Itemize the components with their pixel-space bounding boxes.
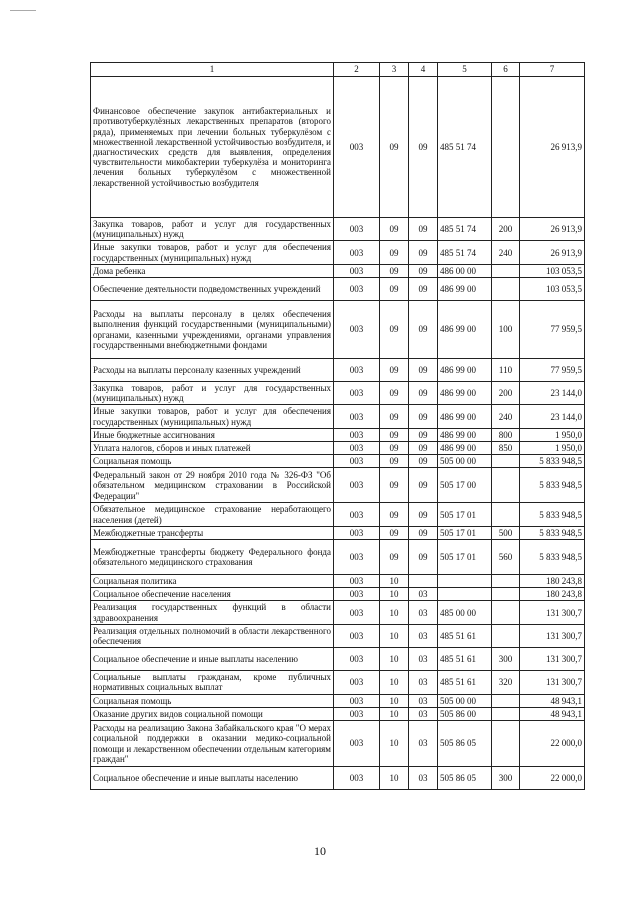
description-cell: Уплата налогов, сборов и иных платежей — [91, 442, 334, 455]
amount-cell: 131 300,7 — [520, 624, 585, 647]
subsection-cell: 10 — [380, 671, 409, 694]
subsection-cell: 09 — [380, 526, 409, 539]
target-article-cell: 505 17 01 — [438, 503, 492, 526]
subsection-cell: 09 — [380, 382, 409, 405]
amount-cell: 77 959,5 — [520, 301, 585, 359]
subsection-cell: 09 — [380, 503, 409, 526]
table-row — [91, 671, 585, 694]
description-cell: Социальные выплаты гражданам, кроме публичных нормативных социальных выплат — [91, 671, 334, 694]
subsection2-cell: 09 — [409, 278, 438, 301]
subsection2-cell: 09 — [409, 241, 438, 264]
section-cell: 003 — [334, 540, 380, 575]
section-cell: 003 — [334, 382, 380, 405]
subsection2-cell: 09 — [409, 405, 438, 428]
target-article-cell: 485 51 61 — [438, 624, 492, 647]
header-cell-7: 7 — [520, 63, 585, 77]
amount-cell: 5 833 948,5 — [520, 526, 585, 539]
amount-cell: 26 913,9 — [520, 241, 585, 264]
section-cell: 003 — [334, 428, 380, 441]
expense-type-cell: 560 — [492, 540, 520, 575]
section-cell: 003 — [334, 624, 380, 647]
amount-cell: 22 000,0 — [520, 767, 585, 790]
table-row — [91, 301, 585, 359]
section-cell: 003 — [334, 671, 380, 694]
target-article-cell: 486 99 00 — [438, 442, 492, 455]
expense-type-cell — [492, 264, 520, 277]
table-row — [91, 468, 585, 503]
description-cell: Социальная помощь — [91, 694, 334, 707]
section-cell: 003 — [334, 468, 380, 503]
expense-type-cell: 240 — [492, 405, 520, 428]
subsection2-cell: 03 — [409, 624, 438, 647]
expense-type-cell: 200 — [492, 218, 520, 241]
section-cell: 003 — [334, 707, 380, 720]
subsection-cell: 10 — [380, 624, 409, 647]
target-article-cell: 505 17 01 — [438, 540, 492, 575]
target-article-cell: 485 51 74 — [438, 218, 492, 241]
amount-cell: 103 053,5 — [520, 278, 585, 301]
table-row — [91, 241, 585, 264]
target-article-cell: 505 17 01 — [438, 526, 492, 539]
subsection2-cell: 03 — [409, 707, 438, 720]
amount-cell: 48 943,1 — [520, 707, 585, 720]
subsection2-cell: 03 — [409, 648, 438, 671]
subsection-cell: 09 — [380, 218, 409, 241]
header-row — [91, 63, 585, 77]
target-article-cell: 486 99 00 — [438, 359, 492, 382]
description-cell: Финансовое обеспечение закупок антибактериальных и противотуберкулёзных лекарственных препаратов (второго ряда), применяемых при лечении больных туберкулёзом с множественной лекарственной устойчивостью возбудителя, и диагностических средств для выявления, определения чувствительности микобактерии туберкулёза и мониторинга лечения больных туберкулёзом с множественной лекарственной устойчивостью возбудителя — [91, 77, 334, 218]
description-cell: Социальная политика — [91, 575, 334, 588]
section-cell: 003 — [334, 405, 380, 428]
target-article-cell: 486 99 00 — [438, 428, 492, 441]
target-article-cell: 486 99 00 — [438, 301, 492, 359]
table-row — [91, 526, 585, 539]
amount-cell: 103 053,5 — [520, 264, 585, 277]
description-cell: Закупка товаров, работ и услуг для государственных (муниципальных) нужд — [91, 218, 334, 241]
description-cell: Расходы на реализацию Закона Забайкальского края "О мерах социальной поддержки в оказании медико-социальной помощи и лекарственном обеспечении отдельным категориям граждан" — [91, 721, 334, 767]
subsection2-cell: 09 — [409, 77, 438, 218]
amount-cell: 77 959,5 — [520, 359, 585, 382]
section-cell: 003 — [334, 694, 380, 707]
section-cell: 003 — [334, 218, 380, 241]
amount-cell: 26 913,9 — [520, 77, 585, 218]
description-cell: Обязательное медицинское страхование неработающего населения (детей) — [91, 503, 334, 526]
header-cell-6: 6 — [492, 63, 520, 77]
expense-type-cell — [492, 588, 520, 601]
table-row — [91, 428, 585, 441]
subsection-cell: 09 — [380, 442, 409, 455]
table-row — [91, 707, 585, 720]
expense-type-cell — [492, 721, 520, 767]
target-article-cell: 486 99 00 — [438, 405, 492, 428]
target-article-cell: 485 51 74 — [438, 77, 492, 218]
section-cell: 003 — [334, 767, 380, 790]
budget-table — [90, 62, 585, 790]
section-cell: 003 — [334, 359, 380, 382]
table-row — [91, 624, 585, 647]
amount-cell: 5 833 948,5 — [520, 468, 585, 503]
description-cell: Закупка товаров, работ и услуг для государственных (муниципальных) нужд — [91, 382, 334, 405]
subsection-cell: 09 — [380, 468, 409, 503]
table-row — [91, 601, 585, 624]
table-row — [91, 264, 585, 277]
subsection-cell: 10 — [380, 767, 409, 790]
amount-cell: 5 833 948,5 — [520, 540, 585, 575]
expense-type-cell — [492, 694, 520, 707]
amount-cell: 23 144,0 — [520, 382, 585, 405]
description-cell: Расходы на выплаты персоналу казенных учреждений — [91, 359, 334, 382]
subsection-cell: 09 — [380, 241, 409, 264]
target-article-cell — [438, 588, 492, 601]
amount-cell: 5 833 948,5 — [520, 503, 585, 526]
description-cell: Оказание других видов социальной помощи — [91, 707, 334, 720]
subsection-cell: 10 — [380, 694, 409, 707]
table-row — [91, 767, 585, 790]
subsection2-cell: 09 — [409, 382, 438, 405]
subsection-cell: 10 — [380, 588, 409, 601]
subsection2-cell: 09 — [409, 455, 438, 468]
expense-type-cell: 240 — [492, 241, 520, 264]
amount-cell: 5 833 948,5 — [520, 455, 585, 468]
description-cell: Реализация государственных функций в области здравоохранения — [91, 601, 334, 624]
table-row — [91, 694, 585, 707]
amount-cell: 131 300,7 — [520, 601, 585, 624]
subsection2-cell: 09 — [409, 540, 438, 575]
target-article-cell: 485 51 74 — [438, 241, 492, 264]
amount-cell: 48 943,1 — [520, 694, 585, 707]
section-cell: 003 — [334, 648, 380, 671]
section-cell: 003 — [334, 526, 380, 539]
target-article-cell: 505 00 00 — [438, 694, 492, 707]
expense-type-cell: 800 — [492, 428, 520, 441]
section-cell: 003 — [334, 442, 380, 455]
expense-type-cell: 110 — [492, 359, 520, 382]
subsection-cell: 10 — [380, 721, 409, 767]
description-cell: Межбюджетные трансферты — [91, 526, 334, 539]
table-row — [91, 455, 585, 468]
subsection-cell: 09 — [380, 359, 409, 382]
description-cell: Федеральный закон от 29 ноября 2010 года № 326-ФЗ "Об обязательном медицинском страховании в Российской Федерации" — [91, 468, 334, 503]
subsection2-cell: 09 — [409, 218, 438, 241]
expense-type-cell: 300 — [492, 648, 520, 671]
table-row — [91, 405, 585, 428]
description-cell: Социальное обеспечение и иные выплаты населению — [91, 767, 334, 790]
target-article-cell: 486 00 00 — [438, 264, 492, 277]
expense-type-cell — [492, 77, 520, 218]
description-cell: Иные закупки товаров, работ и услуг для обеспечения государственных (муниципальных) нужд — [91, 405, 334, 428]
subsection-cell: 10 — [380, 707, 409, 720]
expense-type-cell: 500 — [492, 526, 520, 539]
section-cell: 003 — [334, 77, 380, 218]
description-cell: Социальное обеспечение и иные выплаты населению — [91, 648, 334, 671]
amount-cell: 23 144,0 — [520, 405, 585, 428]
expense-type-cell — [492, 601, 520, 624]
table-row — [91, 503, 585, 526]
table-row — [91, 442, 585, 455]
expense-type-cell — [492, 278, 520, 301]
target-article-cell: 486 99 00 — [438, 278, 492, 301]
expense-type-cell — [492, 707, 520, 720]
subsection-cell: 09 — [380, 301, 409, 359]
header-cell-5: 5 — [438, 63, 492, 77]
subsection-cell: 10 — [380, 601, 409, 624]
target-article-cell: 505 86 00 — [438, 707, 492, 720]
target-article-cell — [438, 575, 492, 588]
expense-type-cell — [492, 468, 520, 503]
subsection-cell: 09 — [380, 405, 409, 428]
subsection2-cell: 03 — [409, 721, 438, 767]
header-cell-4: 4 — [409, 63, 438, 77]
description-cell: Реализация отдельных полномочий в области лекарственного обеспечения — [91, 624, 334, 647]
section-cell: 003 — [334, 601, 380, 624]
subsection2-cell: 09 — [409, 468, 438, 503]
amount-cell: 180 243,8 — [520, 575, 585, 588]
table-row — [91, 382, 585, 405]
subsection2-cell: 09 — [409, 428, 438, 441]
subsection2-cell: 03 — [409, 601, 438, 624]
section-cell: 003 — [334, 278, 380, 301]
table-row — [91, 77, 585, 218]
subsection2-cell: 09 — [409, 503, 438, 526]
description-cell: Иные закупки товаров, работ и услуг для обеспечения государственных (муниципальных) нужд — [91, 241, 334, 264]
section-cell: 003 — [334, 241, 380, 264]
header-cell-3: 3 — [380, 63, 409, 77]
expense-type-cell — [492, 455, 520, 468]
corner-mark — [10, 10, 36, 11]
subsection2-cell — [409, 575, 438, 588]
target-article-cell: 505 00 00 — [438, 455, 492, 468]
table-row — [91, 540, 585, 575]
table-row — [91, 721, 585, 767]
expense-type-cell — [492, 624, 520, 647]
section-cell: 003 — [334, 503, 380, 526]
amount-cell: 131 300,7 — [520, 671, 585, 694]
table-row — [91, 648, 585, 671]
subsection2-cell: 09 — [409, 442, 438, 455]
description-cell: Иные бюджетные ассигнования — [91, 428, 334, 441]
target-article-cell: 486 99 00 — [438, 382, 492, 405]
table-row — [91, 278, 585, 301]
expense-type-cell: 300 — [492, 767, 520, 790]
target-article-cell: 505 86 05 — [438, 721, 492, 767]
expense-type-cell — [492, 503, 520, 526]
target-article-cell: 485 51 61 — [438, 648, 492, 671]
expense-type-cell: 320 — [492, 671, 520, 694]
subsection-cell: 10 — [380, 648, 409, 671]
subsection2-cell: 09 — [409, 359, 438, 382]
subsection2-cell: 03 — [409, 694, 438, 707]
target-article-cell: 485 51 61 — [438, 671, 492, 694]
subsection2-cell: 09 — [409, 301, 438, 359]
section-cell: 003 — [334, 721, 380, 767]
target-article-cell: 485 00 00 — [438, 601, 492, 624]
description-cell: Дома ребенка — [91, 264, 334, 277]
section-cell: 003 — [334, 301, 380, 359]
expense-type-cell: 200 — [492, 382, 520, 405]
target-article-cell: 505 17 00 — [438, 468, 492, 503]
amount-cell: 180 243,8 — [520, 588, 585, 601]
description-cell: Социальная помощь — [91, 455, 334, 468]
table-row — [91, 575, 585, 588]
subsection-cell: 09 — [380, 77, 409, 218]
subsection2-cell: 09 — [409, 526, 438, 539]
section-cell: 003 — [334, 264, 380, 277]
description-cell: Социальное обеспечение населения — [91, 588, 334, 601]
section-cell: 003 — [334, 455, 380, 468]
table-row — [91, 588, 585, 601]
subsection-cell: 10 — [380, 575, 409, 588]
table-row — [91, 359, 585, 382]
subsection-cell: 09 — [380, 428, 409, 441]
subsection2-cell: 09 — [409, 264, 438, 277]
subsection-cell: 09 — [380, 455, 409, 468]
expense-type-cell — [492, 575, 520, 588]
subsection-cell: 09 — [380, 264, 409, 277]
description-cell: Межбюджетные трансферты бюджету Федерального фонда обязательного медицинского страхования — [91, 540, 334, 575]
target-article-cell: 505 86 05 — [438, 767, 492, 790]
description-cell: Расходы на выплаты персоналу в целях обеспечения выполнения функций государственными (муниципальными) органами, казенными учреждениями, органами управления государственными внебюджетными фондами — [91, 301, 334, 359]
amount-cell: 131 300,7 — [520, 648, 585, 671]
table-row — [91, 218, 585, 241]
section-cell: 003 — [334, 588, 380, 601]
amount-cell: 1 950,0 — [520, 442, 585, 455]
header-cell-2: 2 — [334, 63, 380, 77]
subsection-cell: 09 — [380, 278, 409, 301]
amount-cell: 22 000,0 — [520, 721, 585, 767]
section-cell: 003 — [334, 575, 380, 588]
description-cell: Обеспечение деятельности подведомственных учреждений — [91, 278, 334, 301]
subsection-cell: 09 — [380, 540, 409, 575]
amount-cell: 1 950,0 — [520, 428, 585, 441]
subsection2-cell: 03 — [409, 588, 438, 601]
subsection2-cell: 03 — [409, 767, 438, 790]
amount-cell: 26 913,9 — [520, 218, 585, 241]
page-number: 10 — [314, 844, 326, 858]
expense-type-cell: 100 — [492, 301, 520, 359]
subsection2-cell: 03 — [409, 671, 438, 694]
expense-type-cell: 850 — [492, 442, 520, 455]
header-cell-1: 1 — [91, 63, 334, 77]
